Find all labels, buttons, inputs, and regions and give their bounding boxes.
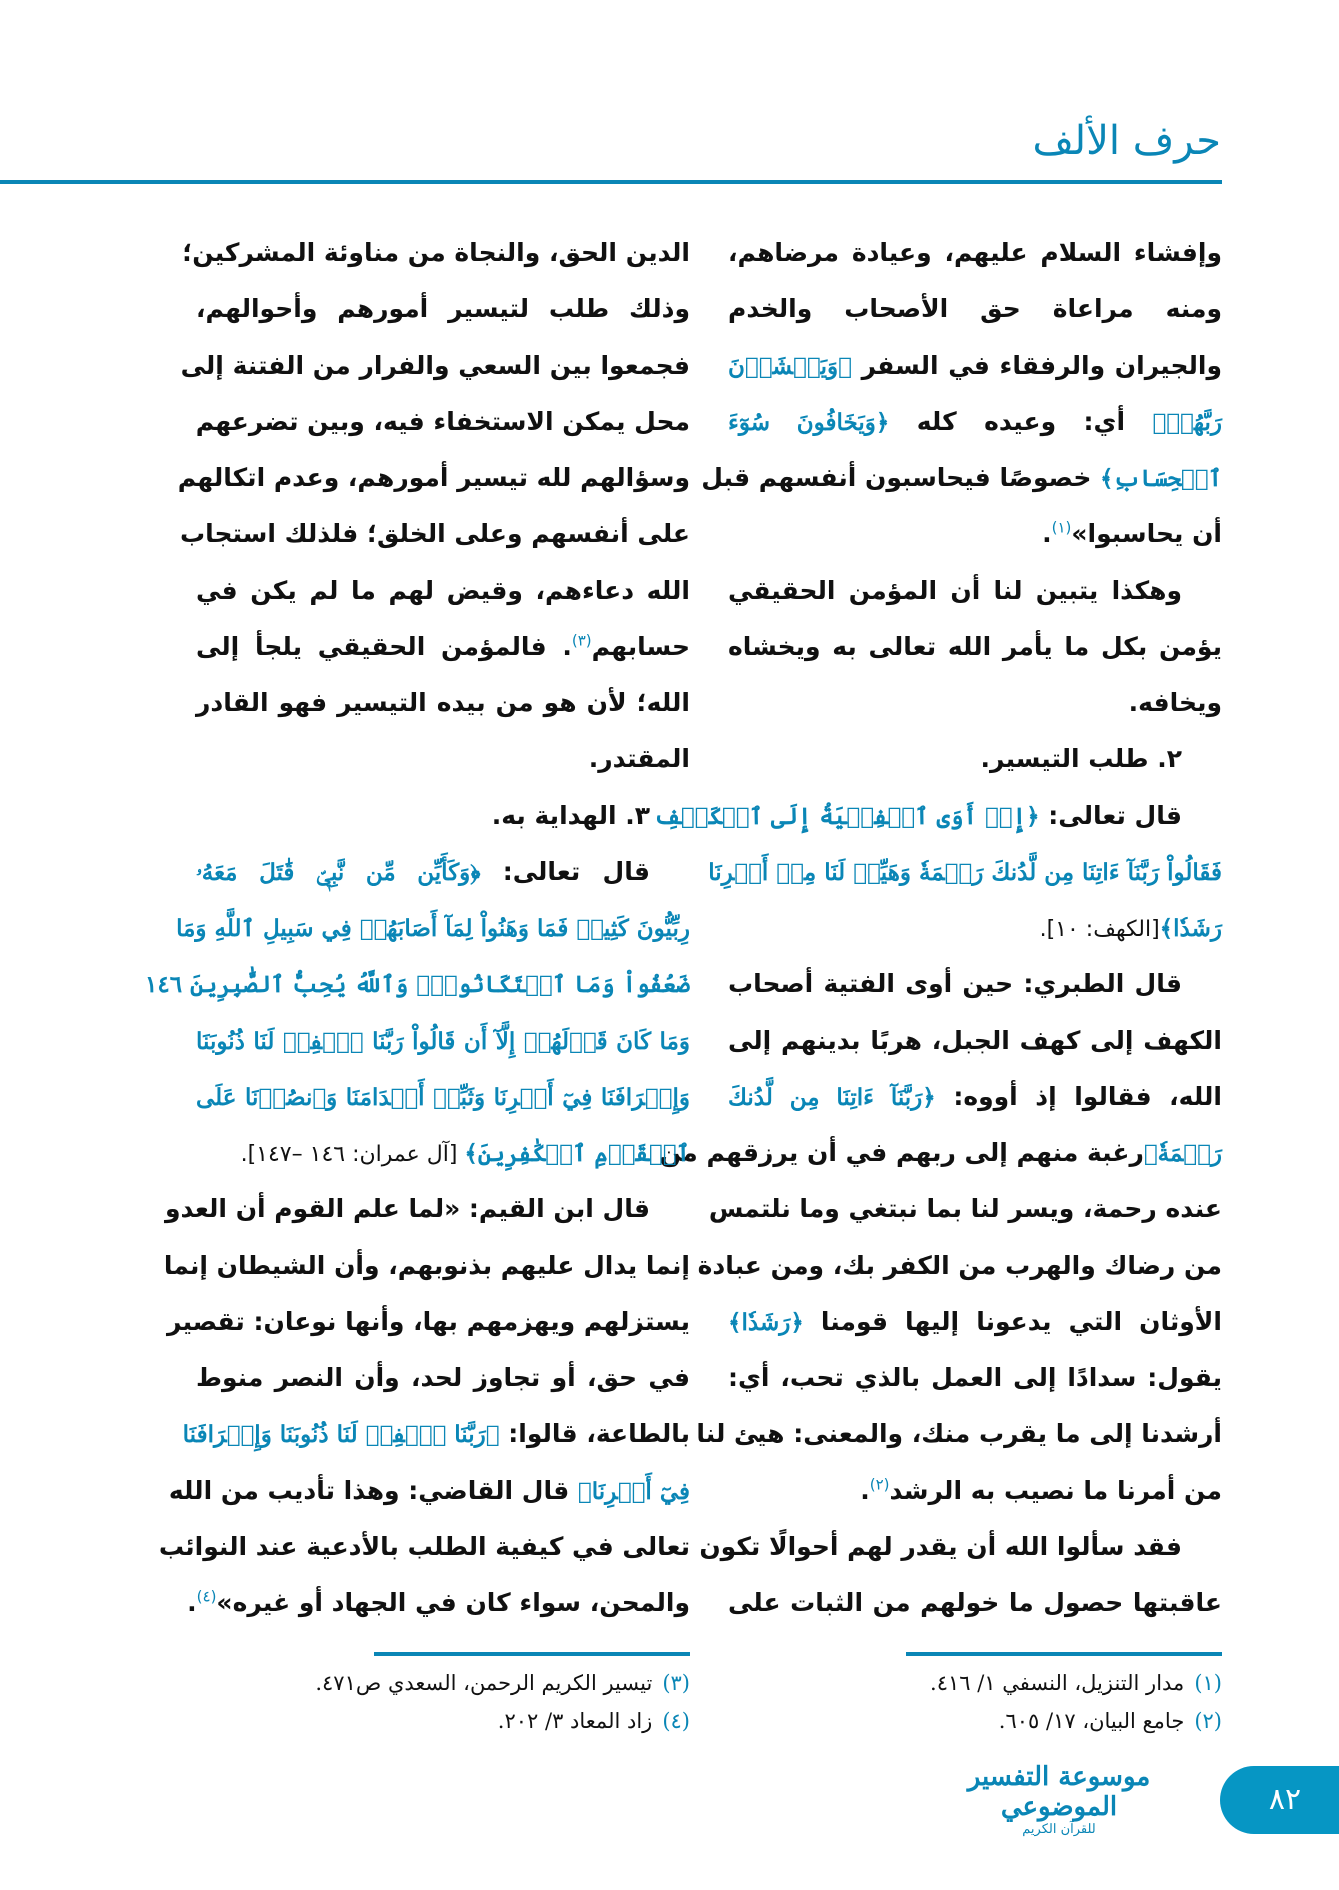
body-text: وإفشاء السلام عليهم، وعيادة مرضاهم، bbox=[728, 238, 1222, 267]
text-line bbox=[659, 1125, 1222, 1181]
footnote-ref[interactable]: (١) bbox=[1051, 518, 1072, 537]
quran-verse: ﴿رَشَدٗا﴾ bbox=[728, 1308, 804, 1336]
body-text: الله، فقالوا إذ أووه: bbox=[935, 1081, 1222, 1111]
body-text: ٢. طلب التيسير. bbox=[980, 744, 1182, 774]
body-text: قال الطبري: حين أوى الفتية أصحاب bbox=[728, 969, 1182, 999]
body-text: الكهف إلى كهف الجبل، هربًا بدينهم إلى bbox=[728, 1025, 1222, 1055]
quran-verse: ﴿رَبَّنَآ ءَاتِنَا مِن لَّدُنكَ bbox=[728, 1083, 936, 1111]
text-line bbox=[167, 1294, 690, 1350]
quran-verse: ﴿وَكَأَيِّن مِّن نَّبِيّٖ قَٰتَلَ مَعَهُۥ bbox=[196, 858, 481, 886]
text-line bbox=[728, 1069, 1222, 1125]
verse-citation: [الكهف: ١٠]. bbox=[1039, 917, 1160, 942]
body-text: ومنه مراعاة حق الأصحاب والخدم bbox=[728, 294, 1222, 324]
quran-verse: ﴿إِذۡ أَوَى ٱلۡفِتۡيَةُ إِلَى ٱلۡكَهۡفِ bbox=[653, 802, 1040, 830]
text-line bbox=[145, 956, 690, 1012]
body-text: فقد سألوا الله أن يقدر لهم أحوالًا تكون bbox=[699, 1531, 1182, 1561]
body-text: ويخافه. bbox=[1128, 688, 1222, 717]
text-line bbox=[196, 394, 690, 450]
text-line bbox=[196, 563, 690, 619]
body-text: رغبة منهم إلى ربهم في أن يرزقهم من bbox=[659, 1138, 1144, 1167]
text-line bbox=[163, 1238, 690, 1294]
body-text: والمحن، سواء كان في الجهاد أو غيره» bbox=[216, 1588, 690, 1617]
body-text: عاقبتها حصول ما خولهم من الثبات على bbox=[728, 1588, 1222, 1617]
text-line bbox=[728, 338, 1222, 394]
body-text: والجيران والرفقاء في السفر bbox=[851, 350, 1222, 380]
body-text: يؤمن بكل ما يأمر الله تعالى به ويخشاه bbox=[728, 631, 1222, 661]
text-line bbox=[196, 1350, 690, 1406]
text-line bbox=[180, 506, 690, 562]
footnote-number: (٤) bbox=[662, 1709, 690, 1733]
body-text: وسؤالهم لله تيسير أمورهم، وعدم اتكالهم bbox=[177, 463, 690, 492]
footnote-divider-right bbox=[906, 1652, 1222, 1656]
body-text: . bbox=[860, 1475, 870, 1505]
text-line bbox=[728, 619, 1222, 675]
body-text: وذلك طلب لتيسير أمورهم وأحوالهم، bbox=[196, 294, 690, 324]
text-line bbox=[196, 1069, 690, 1125]
body-text: وهكذا يتبين لنا أن المؤمن الحقيقي bbox=[728, 575, 1182, 605]
verse-citation: [آل عمران: ١٤٦ –١٤٧]. bbox=[240, 1142, 465, 1167]
quran-verse: رَبَّهُمۡ﴾ bbox=[1152, 408, 1222, 436]
text-line bbox=[196, 1125, 690, 1181]
footnote-ref[interactable]: (٢) bbox=[869, 1475, 890, 1494]
footnote-number: (١) bbox=[1194, 1671, 1222, 1695]
body-text: الله دعاءهم، وقيض لهم ما لم يكن في bbox=[196, 575, 690, 605]
body-text: من أمرنا ما نصيب به الرشد bbox=[889, 1475, 1222, 1505]
text-column-left bbox=[145, 225, 690, 1631]
text-line bbox=[728, 1350, 1222, 1406]
text-line bbox=[728, 1463, 1222, 1519]
text-line bbox=[728, 394, 1222, 450]
footnote-ref[interactable]: (٤) bbox=[196, 1587, 217, 1606]
encyclopedia-logo bbox=[934, 1762, 1184, 1837]
text-line bbox=[182, 225, 690, 281]
text-line bbox=[728, 675, 1222, 731]
quran-verse: وَمَا كَانَ قَوۡلَهُمۡ إِلَّآ أَن قَالُواْ رَبَّنَا ٱغۡفِرۡ لَنَا ذُنُوبَنَا bbox=[196, 1027, 690, 1055]
body-text: حسابهم bbox=[591, 631, 690, 661]
body-text: في حق، أو تجاوز لحد، وأن النصر منوط bbox=[196, 1363, 690, 1392]
quran-verse: ضَعُفُواْ وَمَا ٱسۡتَكَانُواْۗ وَٱللَّهُ يُحِبُّ ٱلصَّٰبِرِينَ ١٤٦ bbox=[145, 971, 690, 999]
text-line bbox=[728, 563, 1222, 619]
body-text: قال تعالى: bbox=[1039, 800, 1182, 830]
body-text: . فالمؤمن الحقيقي يلجأ إلى bbox=[196, 631, 572, 661]
text-line bbox=[176, 900, 690, 956]
text-line bbox=[708, 844, 1222, 900]
quran-verse: ﴿وَيَخۡشَوۡنَ bbox=[728, 352, 852, 380]
text-line bbox=[701, 450, 1222, 506]
text-line bbox=[728, 731, 1222, 787]
text-line bbox=[697, 1238, 1222, 1294]
text-line bbox=[728, 281, 1222, 337]
body-text: الأوثان التي يدعونا إليها قومنا bbox=[803, 1306, 1222, 1336]
quran-verse: ٱلۡحِسَابِ﴾ bbox=[1100, 465, 1222, 492]
body-text: قال القاضي: وهذا تأديب من الله bbox=[168, 1475, 578, 1505]
text-column-right bbox=[653, 225, 1222, 1631]
quran-verse: ٱلۡقَوۡمِ ٱلۡكَٰفِرِينَ﴾ bbox=[464, 1140, 690, 1167]
text-line bbox=[696, 1406, 1222, 1462]
body-text: بالطاعة، قالوا: bbox=[499, 1419, 690, 1449]
footnotes-left bbox=[190, 1664, 690, 1740]
footnotes-right bbox=[722, 1664, 1222, 1740]
text-line bbox=[728, 1294, 1222, 1350]
quran-verse: رِبِّيُّونَ كَثِيرٞ فَمَا وَهَنُواْ لِمَآ أَصَابَهُمۡ فِي سَبِيلِ ٱللَّهِ وَمَا bbox=[176, 915, 690, 942]
body-text: فجمعوا بين السعي والفرار من الفتنة إلى bbox=[180, 350, 690, 380]
footnote-text: تيسير الكريم الرحمن، السعدي ص٤٧١. bbox=[315, 1671, 653, 1695]
header-rule bbox=[0, 180, 1222, 184]
page-number: ٨٢ bbox=[1220, 1766, 1339, 1834]
body-text: عنده رحمة، ويسر لنا بما نبتغي وما نلتمس bbox=[708, 1194, 1222, 1224]
text-line bbox=[177, 450, 690, 506]
body-text: يقول: سدادًا إلى العمل بالذي تحب، أي: bbox=[728, 1363, 1222, 1392]
text-line bbox=[653, 788, 1222, 844]
text-line bbox=[728, 1013, 1222, 1069]
footnote-text: زاد المعاد ٣/ ٢٠٢. bbox=[497, 1709, 653, 1733]
footnote-ref[interactable]: (٣) bbox=[571, 631, 592, 650]
text-line bbox=[180, 338, 690, 394]
footnote-text: جامع البيان، ١٧/ ٦٠٥. bbox=[998, 1709, 1185, 1733]
text-line bbox=[728, 225, 1222, 281]
footnote bbox=[722, 1702, 1222, 1740]
body-text: . bbox=[1042, 519, 1052, 549]
quran-verse: رَشَدٗا﴾ bbox=[1159, 915, 1222, 942]
quran-verse: فَقَالُواْ رَبَّنَآ ءَاتِنَا مِن لَّدُنكَ رَحۡمَةٗ وَهَيِّئۡ لَنَا مِنۡ أَمۡرِنَا bbox=[708, 858, 1222, 886]
body-text: أن يحاسبوا» bbox=[1071, 519, 1222, 549]
text-line bbox=[164, 1181, 690, 1237]
text-line bbox=[196, 1013, 690, 1069]
text-line bbox=[728, 1575, 1222, 1631]
text-line bbox=[187, 1575, 690, 1631]
body-text: خصوصًا فيحاسبون أنفسهم قبل bbox=[701, 463, 1101, 492]
body-text: من رضاك والهرب من الكفر بك، ومن عبادة bbox=[697, 1250, 1222, 1280]
text-line bbox=[728, 506, 1222, 562]
body-text: محل يمكن الاستخفاء فيه، وبين تضرعهم bbox=[195, 406, 690, 436]
text-line bbox=[168, 1463, 690, 1519]
body-text: أي: وعيده كله bbox=[889, 406, 1153, 436]
body-text: تعالى في كيفية الطلب بالأدعية عند النوائب bbox=[158, 1531, 690, 1561]
text-line bbox=[699, 1519, 1222, 1575]
quran-verse: وَإِسۡرَافَنَا فِيٓ أَمۡرِنَا وَثَبِّتۡ أَقۡدَامَنَا وَٱنصُرۡنَا عَلَى bbox=[196, 1083, 690, 1111]
quran-verse: رَحۡمَةٗ﴾ bbox=[1143, 1140, 1222, 1167]
text-line bbox=[182, 1406, 690, 1462]
body-text: المقتدر. bbox=[588, 744, 690, 774]
body-text: قال ابن القيم: «لما علم القوم أن العدو bbox=[164, 1194, 650, 1224]
body-text: على أنفسهم وعلى الخلق؛ فلذلك استجاب bbox=[180, 519, 690, 549]
footnote-text: مدار التنزيل، النسفي ١/ ٤١٦. bbox=[930, 1671, 1185, 1695]
logo-subtitle: للقرآن الكريم bbox=[1022, 1822, 1096, 1837]
logo-title: موسوعة التفسير الموضوعي bbox=[967, 1762, 1151, 1822]
text-line bbox=[708, 1181, 1222, 1237]
footnote bbox=[190, 1664, 690, 1702]
body-text: الله؛ لأن هو من بيده التيسير فهو القادر bbox=[196, 688, 690, 717]
text-line bbox=[196, 619, 690, 675]
text-line bbox=[728, 956, 1222, 1012]
text-line bbox=[158, 1519, 690, 1575]
text-line bbox=[728, 900, 1222, 956]
body-text: أرشدنا إلى ما يقرب منك، والمعنى: هيئ لنا bbox=[696, 1419, 1222, 1449]
text-line bbox=[196, 788, 690, 844]
text-line bbox=[196, 281, 690, 337]
footnote-number: (٣) bbox=[662, 1671, 690, 1695]
body-text: . bbox=[187, 1588, 197, 1617]
body-text: إنما يدال عليهم بذنوبهم، وأن الشيطان إنما bbox=[163, 1250, 690, 1280]
footnote bbox=[722, 1664, 1222, 1702]
body-text: يستزلهم ويهزمهم بها، وأنها نوعان: تقصير bbox=[167, 1306, 690, 1336]
body-text: الدين الحق، والنجاة من مناوئة المشركين؛ bbox=[182, 238, 690, 267]
text-line bbox=[196, 731, 690, 787]
text-line bbox=[196, 675, 690, 731]
quran-verse: ﴿رَبَّنَا ٱغۡفِرۡ لَنَا ذُنُوبَنَا وَإِسۡرَافَنَا bbox=[182, 1421, 500, 1449]
quran-verse: ﴿وَيَخَافُونَ سُوٓءَ bbox=[728, 408, 890, 436]
quran-verse: فِيٓ أَمۡرِنَا﴾ bbox=[577, 1477, 690, 1505]
chapter-title: حرف الألف bbox=[1032, 118, 1221, 164]
text-line bbox=[196, 844, 690, 900]
body-text: قال تعالى: bbox=[480, 856, 650, 886]
footnote-number: (٢) bbox=[1194, 1709, 1222, 1733]
body-text: ٣. الهداية به. bbox=[491, 800, 650, 830]
footnote bbox=[190, 1702, 690, 1740]
footnote-divider-left bbox=[374, 1652, 690, 1656]
